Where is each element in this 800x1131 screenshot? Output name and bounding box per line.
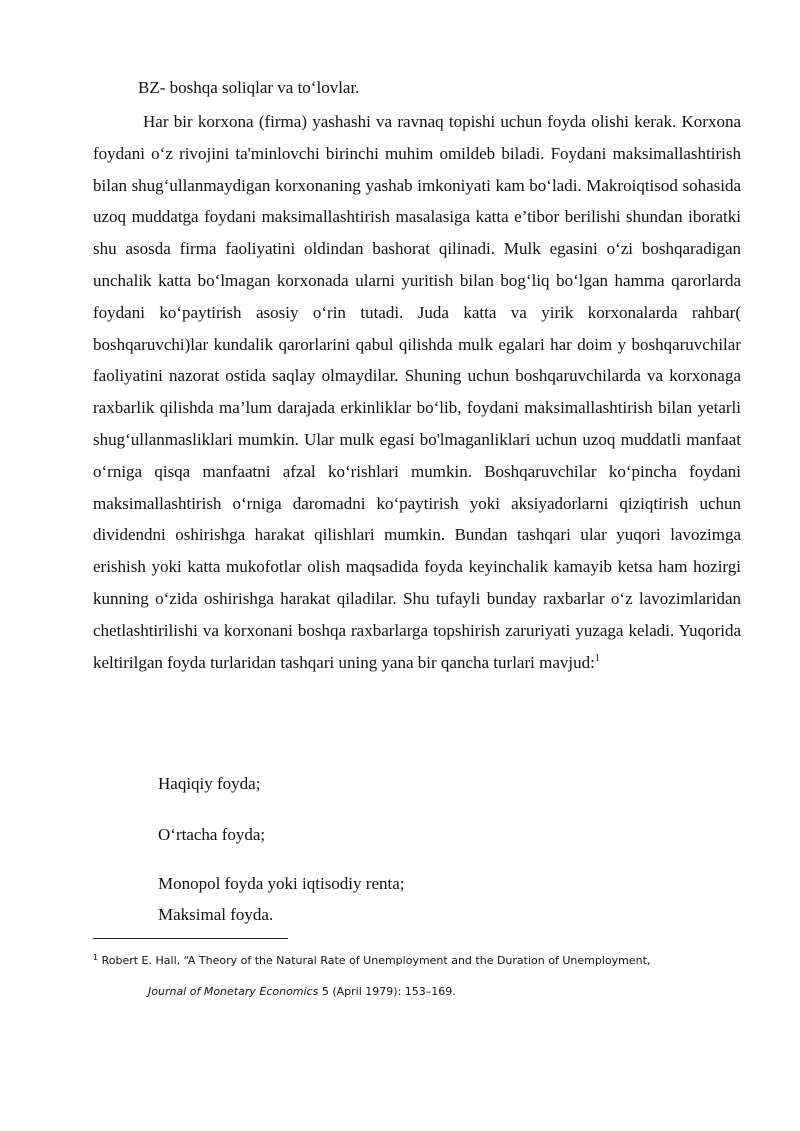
paragraph-text: Har bir korxona (firma) yashashi va ravnaq topishi uchun foyda olishi kerak. Korxona foydani o‘z rivojini ta'minlovchi birinchi muhim omildeb biladi. Foydani maksimallashtirish bilan shug‘ullanmaydigan korxonaning yashab imkoniyati kam bo‘ladi. Makroiqtisod sohasida uzoq muddatga foydani maksimallashtirish masalasiga katta e’tibor berilishi shundan iboratki shu asosda firma faoliyatini oldindan bashorat qilinadi. Mulk egasini o‘zi boshqaradigan unchalik katta bo‘lmagan korxonada ularni yuritish bilan bog‘liq bo‘lgan hamma qarorlarda foydani ko‘paytirish asosiy o‘rin tutadi. Juda katta va yirik korxonalarda rahbar( boshqaruvchi)lar kundalik qarorlarini qabul qilishda mulk egalari har doim y boshqaruvchilar faoliyatini nazorat ostida saqlay olmaydilar. Shuning uchun boshqaruvchilarda va korxonaga raxbarlik qilishda ma’lum darajada erkinliklar bo‘lib, foydani maksimallashtirish bilan yetarli shug‘ullanmasliklari mumkin. Ular mulk egasi bo'lmaganliklari uchun uzoq muddatli manfaat o‘rniga qisqa manfaatni afzal ko‘rishlari mumkin. Boshqaruvchilar ko‘pincha foydani maksimallashtirish o‘rniga daromadni ko‘paytirish yoki aksiyadorlarni qiziqtirish uchun dividendni oshirishga harakat qilishlari mumkin. Bundan tashqari ular yuqori lavozimga erishish yoki katta mukofotlar olish maqsadida foyda keyinchalik kamayib ketsa ham hozirgi kunning o‘zida oshirishga harakat qiladilar. Shu tufayli bunday raxbarlar o‘z lavozimlaridan chetlashtirilishi va korxonani boshqa raxbarlarga topshirish zaruriyati yuzaga keladi. Yuqorida keltirilgan foyda turlaridan tashqari uning yana bir qancha turlari mavjud: [93, 112, 741, 672]
list-item-maximal-profit: Maksimal foyda. [158, 905, 274, 924]
list-item-monopoly-profit: Monopol foyda yoki iqtisodiy renta; [158, 874, 405, 893]
list-item-real-profit: Haqiqiy foyda; [158, 774, 261, 793]
footnote-number: 1 [93, 953, 99, 962]
footnote-citation: Robert E. Hall, “A Theory of the Natural Rate of Unemployment and the Duration of Unemployment, [98, 954, 651, 967]
footnote-reference[interactable]: 1 [594, 652, 600, 664]
intro-line: BZ- boshqa soliqlar va to‘lovlar. [138, 78, 360, 97]
footnote-separator [93, 938, 288, 939]
list-item-average-profit: O‘rtacha foyda; [158, 825, 266, 844]
footnote-line-2 [148, 985, 456, 999]
footnote-pages: 5 (April 1979): 153–169. [318, 985, 456, 998]
footnote-journal: Journal of Monetary Economics [148, 985, 319, 998]
body-paragraph [93, 106, 741, 678]
footnote-line-1 [93, 954, 650, 968]
